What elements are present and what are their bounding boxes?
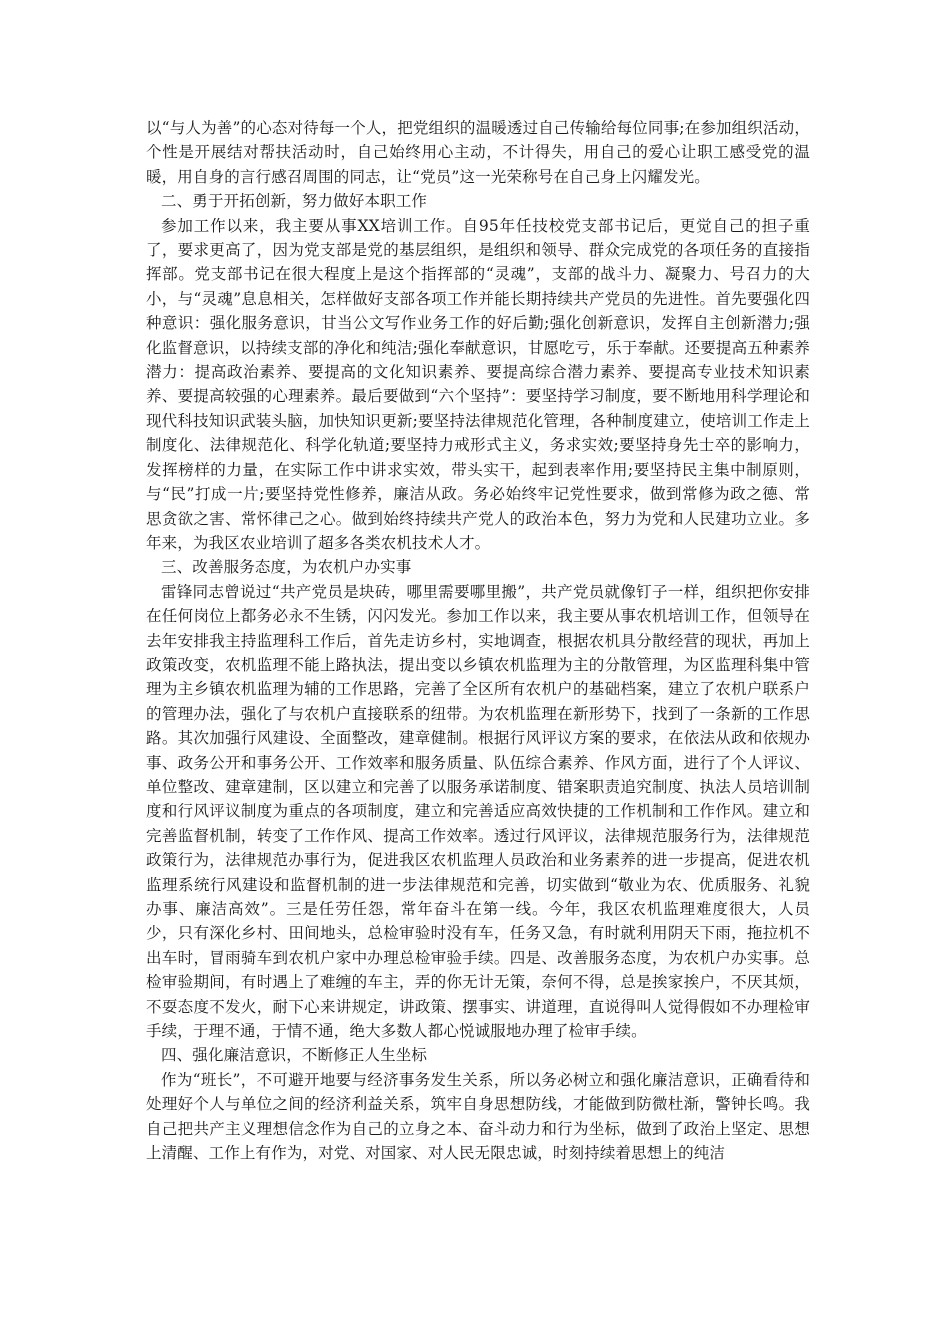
paragraph-intro: 以“与人为善”的心态对待每一个人，把党组织的温暖透过自己传输给每位同事;在参加组织活动，个性是开展结对帮扶活动时，自己始终用心主动，不计得失，用自己的爱心让职工感受党的温暖，用自身的言行感召周围的同志，让“党员”这一光荣称号在自己身上闪耀发光。 (146, 119, 810, 186)
paragraph-section-4: 作为“班长”，不可避开地要与经济事务发生关系，所以务必树立和强化廉洁意识，正确看待和处理好个人与单位之间的经济利益关系，筑牢自身思想防线，才能做到防微杜渐，警钟长鸣。我自己把共产主义理想信念作为自己的立身之本、奋斗动力和行为坐标，做到了政治上坚定、思想上清醒、工作上有作为，对党、对国家、对人民无限忠诚，时刻持续着思想上的纯洁 (146, 1070, 810, 1163)
section-heading-4: 四、强化廉洁意识，不断修正人生坐标 (161, 1046, 428, 1065)
paragraph-section-2: 参加工作以来，我主要从事XX培训工作。自95年任技校党支部书记后，更觉自己的担子重了，要求更高了，因为党支部是党的基层组织，是组织和领导、群众完成党的各项任务的直接指挥部。党支部书记在很大程度上是这个指挥部的“灵魂”，支部的战斗力、凝聚力、号召力的大小，与“灵魂”息息相关，怎样做好支部各项工作并能长期持续共产党员的先进性。首先要强化四种意识：强化服务意识，甘当公文写作业务工作的好后勤;强化创新意识，发挥自主创新潜力;强化监督意识，以持续支部的净化和纯洁;强化奉献意识，甘愿吃亏，乐于奉献。还要提高五种素养潜力：提高政治素养、要提高的文化知识素养、要提高综合潜力素养、要提高专业技术知识素养、要提高较强的心理素养。最后要做到“六个坚持”：要坚持学习制度，要不断地用科学理论和现代科技知识武装头脑，加快知识更新;要坚持法律规范化管理，各种制度建立，使培训工作走上制度化、法律规范化、科学化轨道;要坚持力戒形式主义，务求实效;要坚持身先士卒的影响力，发挥榜样的力量，在实际工作中讲求实效，带头实干，起到表率作用;要坚持民主集中制原则，与“民”打成一片;要坚持党性修养，廉洁从政。务必始终牢记党性要求，做到常修为政之德、常 思贪欲之害、常怀律己之心。做到始终持续共产党人的政治本色，努力为党和人民建功立业。多年来，为我区农业培训了超多各类农机技术人才。 (146, 216, 826, 552)
section-heading-2: 二、勇于开拓创新，努力做好本职工作 (161, 192, 428, 211)
paragraph-section-3: 雷锋同志曾说过“共产党员是块砖，哪里需要哪里搬”，共产党员就像钉子一样，组织把你安排在任何岗位上都务必永不生锈，闪闪发光。参加工作以来，我主要从事农机培训工作，但领导在去年安排我主持监理科工作后，首先走访乡村，实地调查，根据农机具分散经营的现状，再加上政策改变，农机监理不能上路执法，提出变以乡镇农机监理为主的分散管理，为区监理科集中管理为主乡镇农机监理为辅的工作思路，完善了全区所有农机户的基础档案，建立了农机户联系户的管理办法，强化了与农机户直接联系的纽带。为农机监理在新形势下，找到了一条新的工作思路。其次加强行风建设、全面整改，建章健制。根据行风评议方案的要求，在依法从政和依规办事、政务公开和事务公开、工作效率和服务质量、队伍综合素养、作风方面，进行了个人评议、单位整改、建章建制，区以建立和完善了以服务承诺制度、错案职责追究制度、执法人员培训制度和行风评议制度为重点的各项制度，建立和完善适应高效快捷的工作机制和工作作风。建立和完善监督机制，转变了工作作风、提高工作效率。透过行风评议，法律规范服务行为，法律规范政策行为，法律规范办事行为，促进我区农机监理人员政治和业务素养的进一步提高，促进农机监理系统行风建设和监督机制的进一步法律规范和完善，切实做到“敬业为农、优质服务、礼貌办事、廉洁高效”。三是任劳任怨，常年奋斗在第一线。今年，我区农机监理难度很大，人员少，只有深化乡村、田间地头，总检审验时没有车，任务又急，有时就利用阴天下雨，拖拉机不出车时，冒雨骑车到农机户家中办理总检审验手续。四是、改善服务态度，为农机户办实事。总检审验期间，有时遇上了难缠的车主，弄的你无计无策，奈何不得，总是挨家挨户，不厌其烦，不耍态度不发火，耐下心来讲规定，讲政策、摆事实、讲道理，直说得叫人觉得假如不办理检审手续，于理不通，于情不通，绝大多数人都心悦诚服地办理了检审手续。 (146, 582, 810, 1041)
section-heading-3: 三、改善服务态度，为农机户办实事 (161, 558, 412, 577)
document-page (146, 116, 826, 1165)
